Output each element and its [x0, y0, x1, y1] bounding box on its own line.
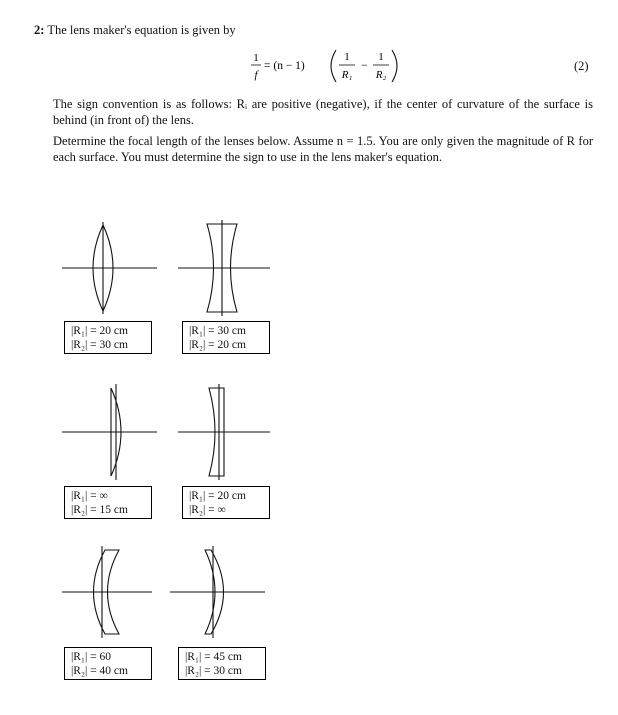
- lens-5-r2: |R₂| = 40 cm: [71, 665, 128, 677]
- eq-minus: −: [361, 58, 368, 72]
- eq-t2-den: R₂: [375, 69, 387, 81]
- lens-2-label: [182, 321, 270, 354]
- eq-t1-num: 1: [344, 51, 350, 63]
- lens-4-r2: |R₂| = ∞: [189, 504, 226, 516]
- lens-3-label: [64, 486, 152, 519]
- lens-4-label: [182, 486, 270, 519]
- eq-lhs-num: 1: [253, 52, 259, 64]
- lens-4-r1: |R₁| = 20 cm: [189, 490, 246, 502]
- lens-5-r1: |R₁| = 60: [71, 651, 112, 663]
- sign-convention-text: The sign convention is as follows: Rᵢ are positive (negative), if the center of curvature of the surface is behind (in front of) the lens.: [53, 97, 593, 127]
- task-text: Determine the focal length of the lenses below. Assume n = 1.5. You are only given the magnitude of R for each surface. You must determine the sign to use in the lens maker's equation.: [53, 134, 593, 164]
- lens-6-r2: |R₂| = 30 cm: [185, 665, 242, 677]
- lens-2-r1: |R₁| = 30 cm: [189, 325, 246, 337]
- problem-intro: The lens maker's equation is given by: [47, 23, 236, 37]
- lens-3-r2: |R₂| = 15 cm: [71, 504, 128, 516]
- lens-2-r2: |R₂| = 20 cm: [189, 339, 246, 351]
- lens-3-r1: |R₁| = ∞: [71, 490, 108, 502]
- lens-1-r2: |R₂| = 30 cm: [71, 339, 128, 351]
- eq-lhs-den: f: [254, 69, 258, 81]
- lens-6-r1: |R₁| = 45 cm: [185, 651, 242, 663]
- lens-5-label: [64, 647, 152, 680]
- lens-1-label: [64, 321, 152, 354]
- lens-1-r1: |R₁| = 20 cm: [71, 325, 128, 337]
- eq-equals-part: = (n − 1): [264, 60, 305, 72]
- problem-number: 2:: [34, 23, 45, 37]
- lens-6-label: [178, 647, 266, 680]
- eq-t2-num: 1: [378, 51, 384, 63]
- eq-t1-den: R₁: [341, 69, 353, 81]
- equation-number: (2): [574, 59, 589, 73]
